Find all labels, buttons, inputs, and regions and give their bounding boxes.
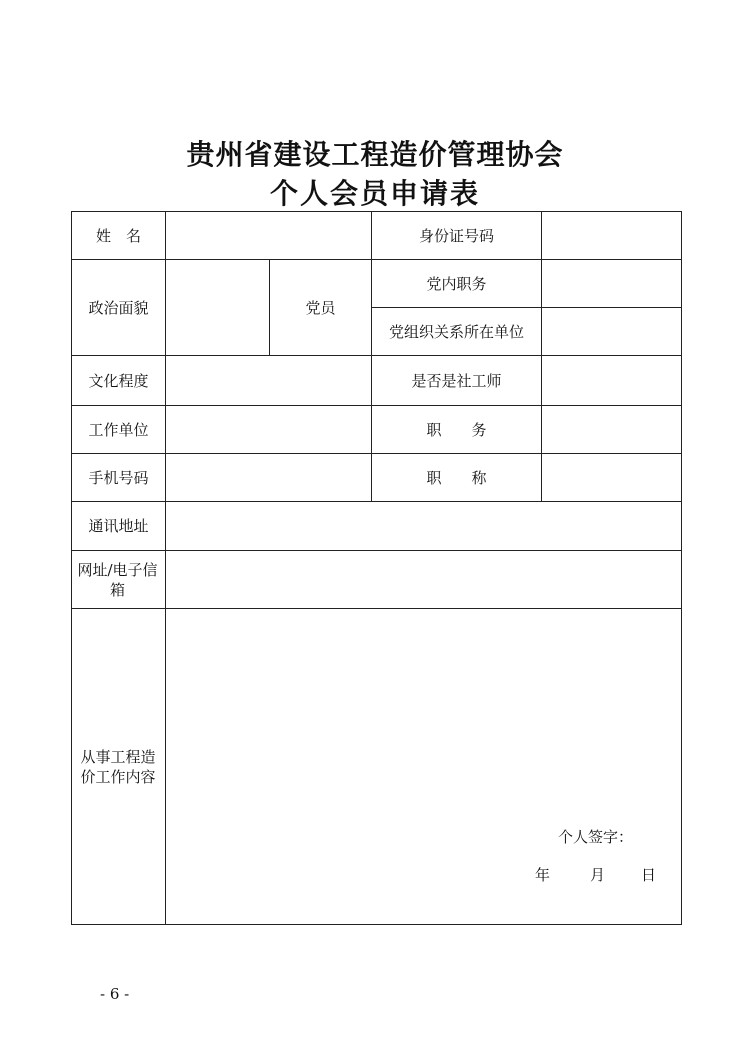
party-position-field[interactable] bbox=[542, 260, 681, 307]
address-label: 通讯地址 bbox=[88, 517, 149, 535]
political-status-label: 政治面貌 bbox=[88, 298, 149, 317]
party-position-label: 党内职务 bbox=[426, 274, 487, 293]
id-number-field[interactable] bbox=[542, 212, 681, 259]
social-worker-label: 是否是社工师 bbox=[411, 371, 502, 390]
address-field[interactable] bbox=[166, 502, 681, 550]
form-subtitle: 个人会员申请表 bbox=[269, 177, 480, 210]
page-number: - 6 - bbox=[100, 985, 130, 1003]
job-field[interactable] bbox=[542, 406, 681, 453]
id-number-label: 身份证号码 bbox=[418, 226, 494, 245]
mobile-label: 手机号码 bbox=[88, 468, 149, 487]
table-border-right bbox=[681, 211, 682, 925]
party-organization-label: 党组织关系所在单位 bbox=[388, 322, 524, 341]
work-content-field[interactable] bbox=[166, 609, 681, 809]
social-worker-field[interactable] bbox=[542, 356, 681, 405]
web-email-field[interactable] bbox=[166, 551, 681, 608]
work-unit-field[interactable] bbox=[166, 406, 371, 453]
political-status-field[interactable] bbox=[166, 260, 269, 355]
party-member-label: 党员 bbox=[305, 298, 336, 317]
education-field[interactable] bbox=[166, 356, 371, 405]
party-organization-field[interactable] bbox=[542, 308, 681, 355]
form-title: 贵州省建设工程造价管理协会 bbox=[186, 138, 564, 171]
work-unit-label: 工作单位 bbox=[88, 420, 149, 439]
mobile-field[interactable] bbox=[166, 454, 371, 501]
web-email-label: 网址/电子信箱 bbox=[77, 560, 158, 599]
work-content-label: 从事工程造价工作内容 bbox=[80, 747, 156, 786]
name-label: 姓 名 bbox=[95, 226, 141, 245]
month-label: 月 bbox=[590, 866, 606, 884]
day-label: 日 bbox=[641, 866, 657, 884]
job-label: 职 务 bbox=[426, 420, 487, 439]
professional-title-field[interactable] bbox=[542, 454, 681, 501]
table-border-bottom bbox=[71, 924, 682, 925]
education-label: 文化程度 bbox=[88, 371, 149, 390]
signature-label: 个人签字： bbox=[558, 828, 634, 846]
year-label: 年 bbox=[535, 866, 551, 884]
professional-title-label: 职 称 bbox=[426, 468, 487, 487]
name-field[interactable] bbox=[166, 212, 371, 259]
